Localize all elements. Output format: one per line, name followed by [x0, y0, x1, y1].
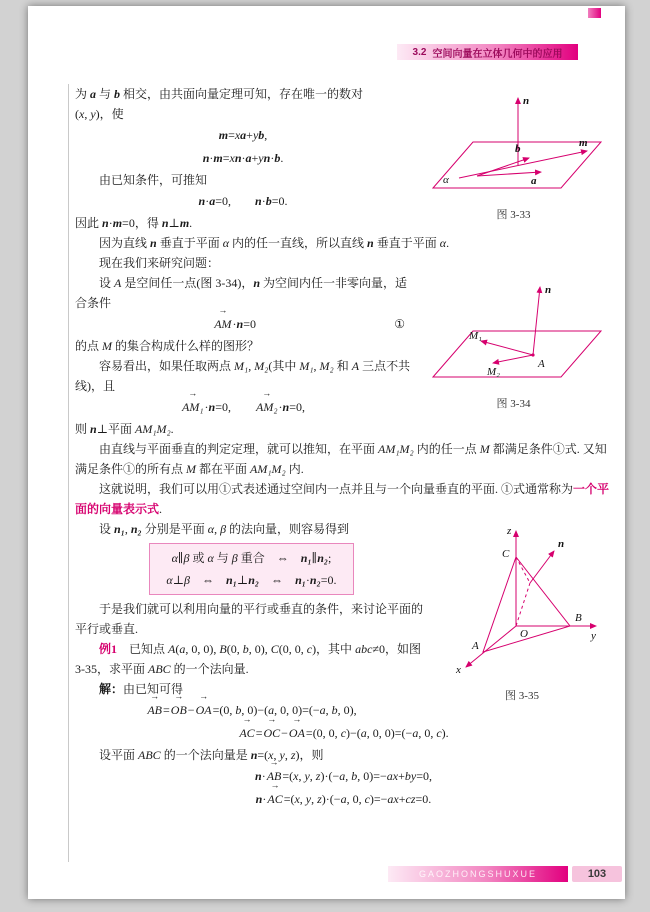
paragraph-research-question: 现在我们来研究问题： — [99, 256, 220, 270]
vector-n-line — [533, 287, 540, 355]
section-header-bar — [397, 44, 578, 60]
parallel-perpendicular-box — [149, 543, 353, 595]
paragraph-easy-to-see: 容易看出，如果任取两点 M₁, M₂(其中 M₁, M₂ 和 A 三点不共线)，且 — [75, 359, 411, 393]
paragraph-judgment-theorem: 由直线与平面垂直的判定定理，就可以推知，在平面 AM₁M₂ 内的任一点 M 都满足条件①式. 又知满足条件①的所有点 M 都在平面 AM₁M₂ 内. — [75, 442, 607, 476]
point-A — [531, 353, 534, 356]
paragraph-therefore: 因此 n·m=0，得 n⊥m. — [75, 216, 193, 230]
footer-bar — [388, 866, 568, 882]
label-n: n — [558, 538, 565, 550]
label-M1: M₁ — [469, 330, 482, 342]
page-number: 103 — [572, 866, 622, 882]
dashed-to-origin — [516, 583, 530, 626]
figure-3-33 — [421, 86, 606, 225]
paragraph-let-A: 设 A 是空间任一点(图 3-34)，n 为空间内任一非零向量，适合条件 — [75, 276, 408, 310]
vector-n-line — [530, 551, 554, 583]
paragraph-then-n-perp: 则 n⊥平面 AM₁M₂. — [75, 422, 174, 436]
figure-3-34 — [421, 275, 606, 414]
vector-am1-line — [481, 341, 533, 355]
paragraph-line-perpendicular: 因为直线 n 垂直于平面 α 内的任一直线，所以直线 n 垂直于平面 α. — [99, 236, 450, 250]
formula-am-n: AM →·n=0 — [213, 317, 256, 331]
formula-na-nb-zero: n·a=0, n·b=0. — [198, 194, 288, 208]
example-1-statement: 例1 已知点 A(a, 0, 0), B(0, b, 0), C(0, 0, c)，其中 abc≠0，如图 3-35，求平面 ABC 的一个法向量. — [75, 642, 421, 676]
formula-AB: AB →=OB →−OA →=(0, b, 0)−(a, 0, 0)=(−a, b, 0), — [75, 699, 612, 722]
label-alpha: α — [443, 174, 449, 186]
paragraph-normal-vectors: 设 n₁, n₂ 分别是平面 α, β 的法向量，则容易得到 — [99, 522, 350, 536]
paragraph-vector-expression: 这就说明，我们可以用①式表述通过空间内一点并且与一个向量垂直的平面. ①式通常称为一个平面的向量表示式. — [75, 482, 610, 516]
paragraph-xy: (x, y)，使 — [75, 107, 124, 121]
figure-3-33-image — [421, 86, 606, 198]
formula-n-dot-AB: n·AB →=(x, y, z)·(−a, b, 0)=−ax+by=0, — [75, 765, 612, 788]
box-line-parallel: α∥β 或 α 与 β 重合 ⇔ n₁∥n₂; — [171, 551, 332, 565]
equation-tag-1: ① — [394, 317, 405, 331]
figure-3-35 — [438, 521, 606, 706]
vector-m-line — [459, 151, 587, 178]
figure-3-34-image — [421, 275, 606, 387]
formula-m-decomposition: m=xa+yb, — [218, 128, 268, 142]
dashed-segment — [516, 557, 530, 583]
label-b: b — [515, 143, 521, 155]
label-m: m — [579, 137, 588, 149]
label-x: x — [456, 664, 461, 676]
textbook-page — [28, 6, 625, 899]
label-n: n — [545, 284, 552, 296]
section-title: 空间向量在立体几何中的应用 — [432, 48, 563, 60]
figure-3-33-caption: 图 3-33 — [496, 209, 531, 221]
label-a: a — [531, 175, 537, 187]
left-margin-rule — [68, 84, 69, 862]
label-y: y — [591, 630, 596, 642]
plane-outline — [433, 331, 601, 377]
label-A: A — [538, 358, 545, 370]
paragraph-continuation: 为 a 与 b 相交，由共面向量定理可知，存在唯一的数对 — [75, 87, 364, 101]
figure-3-35-image — [438, 521, 606, 679]
paragraph-known-conditions: 由已知条件，可推知 — [99, 173, 208, 187]
label-z: z — [507, 525, 512, 537]
figure-3-35-caption: 图 3-35 — [505, 690, 539, 702]
footer-watermark: GAOZHONGSHUXUE — [418, 869, 537, 879]
paragraph-set-normal: 设平面 ABC 的一个法向量是 n=(x, y, z)，则 — [99, 748, 324, 762]
formula-nm-dot: n·m=xn·a+yn·b. — [202, 151, 284, 165]
corner-decoration — [588, 8, 601, 18]
formula-AC: AC →=OC →−OA →=(0, 0, c)−(a, 0, 0)=(−a, 0, c). — [75, 722, 612, 745]
section-number: 3.2 — [412, 46, 427, 58]
formula-am1-am2: AM₁ →·n=0, AM₂ →·n=0, — [75, 396, 612, 419]
label-B: B — [575, 612, 582, 624]
label-O: O — [520, 628, 528, 640]
page-content — [75, 84, 612, 864]
figure-3-34-caption: 图 3-34 — [496, 398, 531, 410]
label-n: n — [523, 95, 530, 107]
label-C: C — [502, 548, 510, 560]
paragraph-set-of-points: 的点 M 的集合构成什么样的图形？ — [75, 339, 260, 353]
paragraph-usage: 于是我们就可以利用向量的平行或垂直的条件，来讨论平面的平行或垂直. — [75, 602, 424, 636]
solution-lead: 解：由已知可得 — [99, 682, 184, 696]
label-A: A — [472, 640, 479, 652]
vector-am2-line — [493, 355, 533, 363]
label-M2: M₂ — [487, 366, 500, 378]
box-line-perpendicular: α⊥β ⇔ n₁⊥n₂ ⇔ n₁·n₂=0. — [166, 573, 337, 587]
formula-n-dot-AC: n·AC →=(x, y, z)·(−a, 0, c)=−ax+cz=0. — [75, 788, 612, 811]
